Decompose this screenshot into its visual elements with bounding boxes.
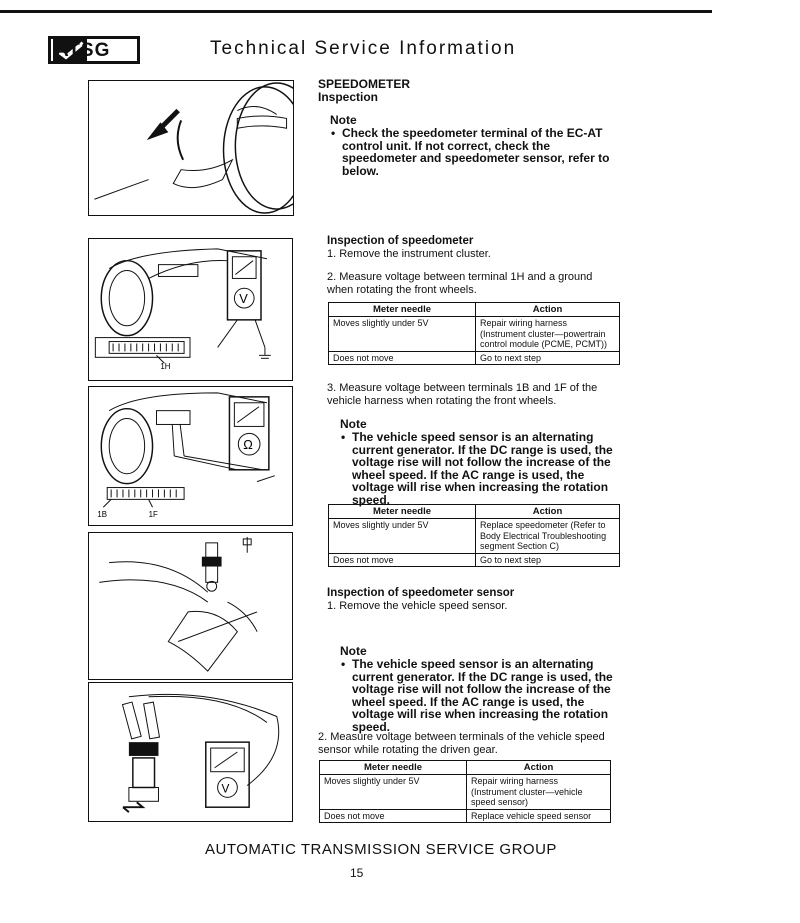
table-header-action: Action [476,303,620,317]
meter-ohm-label: Ω [243,437,253,453]
table-cell: Does not move [320,809,467,823]
atsg-logo [48,36,140,64]
part2-note-text: The vehicle speed sensor is an alternating current generator. If the DC range is used, the voltage rise will not follow the increase of the wheel speed. If the AC range is used, the voltage will rise when increasing the rotation speed. [352,657,613,734]
section-subtitle: Inspection [318,90,379,104]
table-header-needle: Meter needle [329,303,476,317]
header-title: Technical Service Information [210,38,517,59]
part1-note-label: Note [340,417,367,431]
section-title: SPEEDOMETER [318,77,411,91]
part2-step1: 1. Remove the vehicle speed sensor. [327,600,508,612]
part1-heading: Inspection of speedometer [327,235,474,247]
table-speedometer [328,504,620,567]
figure-sensor-removal [88,532,293,680]
part2-step2: 2. Measure voltage between terminals of the vehicle speed sensor while rotating the driven gear. [318,731,605,756]
table-cell: Replace vehicle speed sensor [467,809,611,823]
footer-text: AUTOMATIC TRANSMISSION SERVICE GROUP [205,841,557,858]
part2-note-label: Note [340,644,367,658]
figure-wheel-rotation [88,80,294,216]
table-row [329,351,620,365]
logo-text: ATSG [55,39,111,61]
note1-label: Note [330,113,357,127]
table-header-action: Action [467,761,611,775]
page-number: 15 [350,866,364,880]
rotate-arrow-icon [123,802,143,812]
table-header-needle: Meter needle [329,505,476,519]
part1-note-bullet: • The vehicle speed sensor is an alternating current generator. If the DC range is used, the voltage rise will not follow the increase of the wheel speed. If the AC range is used, the voltage will rise when increasing the rotation speed. [341,430,613,507]
table-row [320,809,611,823]
terminal-1h-label: 1H [160,362,171,372]
table-cell: Does not move [329,351,476,365]
figure-cluster-1h [88,238,293,381]
table-header-needle: Meter needle [320,761,467,775]
part1-note-text: The vehicle speed sensor is an alternating current generator. If the DC range is used, the voltage rise will not follow the increase of the wheel speed. If the AC range is used, the voltage will rise when increasing the rotation speed. [352,430,613,507]
terminal-1b-label: 1B [97,510,107,520]
table-cell: Moves slightly under 5V [320,775,467,810]
table-cell: Repair wiring harness (Instrument cluster—powertrain control module (PCME, PCMT)) [476,317,620,352]
table-header-action: Action [476,505,620,519]
table-cell: Does not move [329,553,476,567]
figure-sensor-measure [88,682,293,822]
terminal-1f-label: 1F [148,510,158,520]
figure-harness-1b-1f [88,386,293,526]
table-cell: Moves slightly under 5V [329,519,476,554]
table-cell: Go to next step [476,351,620,365]
note1-bullet: • Check the speedometer terminal of the EC-AT control unit. If not correct, check the speedometer and speedometer sensor, refer to below. [331,126,610,178]
table-cell: Replace speedometer (Refer to Body Electrical Troubleshooting segment Section C) [476,519,620,554]
part1-step3: 3. Measure voltage between terminals 1B and 1F of the vehicle harness when rotating the front wheels. [327,382,598,407]
top-rule [0,10,712,13]
table-row [329,519,620,554]
part2-heading: Inspection of speedometer sensor [327,587,515,599]
note1-text: Check the speedometer terminal of the EC-AT control unit. If not correct, check the speedometer and speedometer sensor, refer to below. [342,126,610,178]
meter-v-label: V [221,781,230,796]
table-row [329,553,620,567]
part1-step2: 2. Measure voltage between terminal 1H and a ground when rotating the front wheels. [327,271,593,296]
table-row [329,317,620,352]
table-cluster [328,302,620,365]
meter-label: V [239,291,248,307]
table-cell: Go to next step [476,553,620,567]
table-cell: Repair wiring harness (Instrument cluster—vehicle speed sensor) [467,775,611,810]
table-cell: Moves slightly under 5V [329,317,476,352]
table-sensor [319,760,611,823]
part2-note-bullet: • The vehicle speed sensor is an alternating current generator. If the DC range is used, the voltage rise will not follow the increase of the wheel speed. If the AC range is used, the voltage will rise when increasing the rotation speed. [341,657,613,734]
table-row [320,775,611,810]
part1-step1: 1. Remove the instrument cluster. [327,248,491,260]
